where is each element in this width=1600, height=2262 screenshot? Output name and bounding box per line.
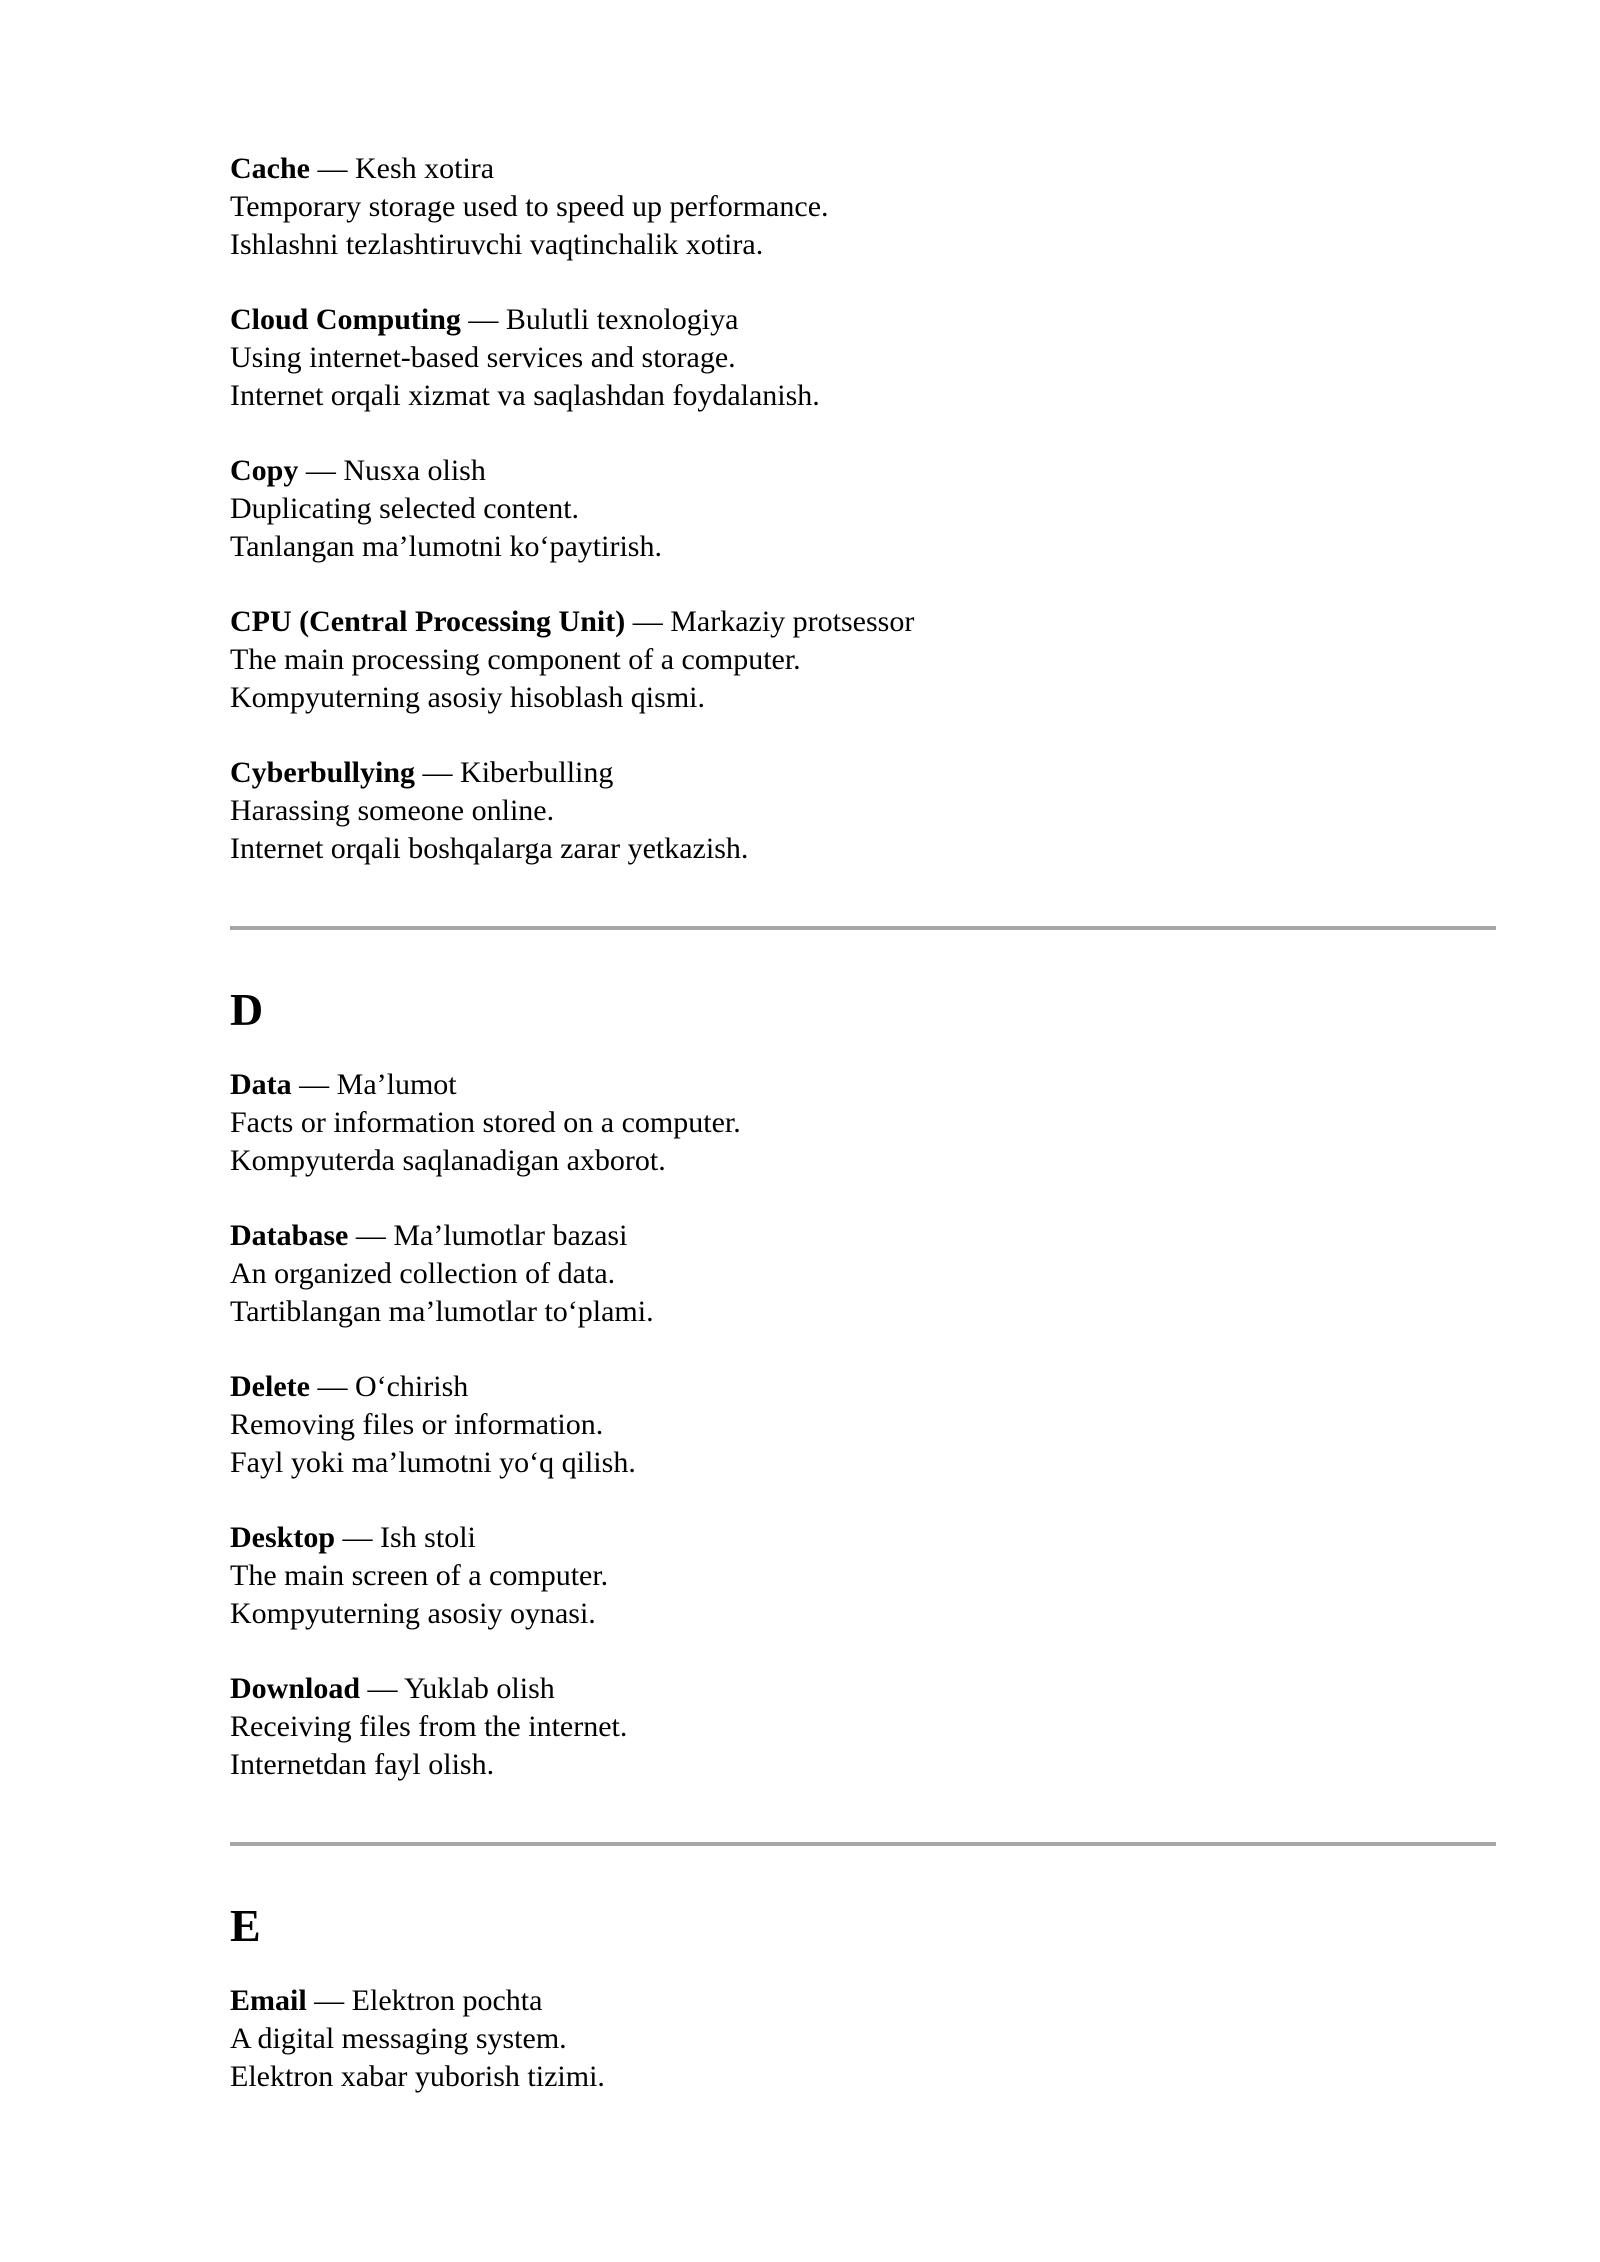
entry-english-definition: Receiving files from the internet. — [230, 1710, 628, 1743]
entry-english-definition: Temporary storage used to speed up performance. — [230, 190, 829, 223]
entry-heading — [230, 1982, 1496, 2020]
glossary-entry-cloud-computing — [230, 301, 1496, 415]
entry-term: Copy — [230, 454, 299, 487]
entry-translation: Yuklab olish — [403, 1672, 555, 1705]
glossary-entry-copy — [230, 452, 1496, 566]
entry-uzbek-definition: Tanlangan ma’lumotni ko‘paytirish. — [230, 530, 662, 563]
entry-translation: Markaziy protsessor — [670, 605, 915, 638]
entry-term: Download — [230, 1672, 361, 1705]
entry-translation: Kiberbulling — [460, 756, 614, 789]
entry-translation: Bulutli texnologiya — [505, 303, 739, 336]
dash: — — [314, 1984, 345, 2017]
section-c — [230, 150, 1496, 868]
entry-uzbek-definition: Internet orqali xizmat va saqlashdan foydalanish. — [230, 379, 820, 412]
entry-heading — [230, 754, 1496, 792]
section-letter-heading: E — [230, 1900, 261, 1951]
glossary-entry-email — [230, 1982, 1496, 2096]
entry-translation: Nusxa olish — [343, 454, 486, 487]
entry-term: Database — [230, 1219, 349, 1252]
entry-term: Desktop — [230, 1521, 336, 1554]
entry-english-definition: An organized collection of data. — [230, 1257, 616, 1290]
section-divider — [230, 926, 1496, 930]
entry-translation: Ma’lumot — [336, 1068, 457, 1101]
dash: — — [632, 605, 663, 638]
glossary-entry-cpu — [230, 603, 1496, 717]
entry-heading — [230, 301, 1496, 339]
entry-heading — [230, 603, 1496, 641]
section-divider — [230, 1842, 1496, 1846]
entry-translation: Elektron pochta — [351, 1984, 543, 2017]
dash: — — [355, 1219, 386, 1252]
section-e — [230, 1898, 1496, 2096]
dash: — — [317, 152, 348, 185]
entry-english-definition: Harassing someone online. — [230, 794, 555, 827]
entry-uzbek-definition: Kompyuterning asosiy oynasi. — [230, 1597, 596, 1630]
section-d — [230, 982, 1496, 1784]
entry-heading — [230, 1670, 1496, 1708]
entry-heading — [230, 1519, 1496, 1557]
dash: — — [342, 1521, 373, 1554]
entry-uzbek-definition: Elektron xabar yuborish tizimi. — [230, 2060, 605, 2093]
entry-term: Email — [230, 1984, 307, 2017]
entry-heading — [230, 452, 1496, 490]
entry-term: CPU (Central Processing Unit) — [230, 605, 626, 638]
entry-heading — [230, 1368, 1496, 1406]
glossary-entry-cyberbullying — [230, 754, 1496, 868]
entry-english-definition: The main processing component of a computer. — [230, 643, 801, 676]
entry-translation: Ish stoli — [380, 1521, 476, 1554]
entry-heading — [230, 150, 1496, 188]
entry-uzbek-definition: Kompyuterda saqlanadigan axborot. — [230, 1144, 666, 1177]
entry-term: Data — [230, 1068, 292, 1101]
entry-translation: Kesh xotira — [354, 152, 495, 185]
entry-term: Cloud Computing — [230, 303, 461, 336]
entry-english-definition: Facts or information stored on a computer. — [230, 1106, 741, 1139]
dash: — — [305, 454, 336, 487]
glossary-entry-download — [230, 1670, 1496, 1784]
entry-uzbek-definition: Internet orqali boshqalarga zarar yetkazish. — [230, 832, 749, 865]
dash: — — [468, 303, 499, 336]
entry-translation: Ma’lumotlar bazasi — [393, 1219, 628, 1252]
entry-english-definition: The main screen of a computer. — [230, 1559, 609, 1592]
entry-uzbek-definition: Fayl yoki ma’lumotni yo‘q qilish. — [230, 1446, 636, 1479]
entry-term: Delete — [230, 1370, 310, 1403]
section-letter-heading: D — [230, 984, 264, 1035]
glossary-entry-delete — [230, 1368, 1496, 1482]
entry-uzbek-definition: Internetdan fayl olish. — [230, 1748, 495, 1781]
dash: — — [367, 1672, 398, 1705]
glossary-entry-desktop — [230, 1519, 1496, 1633]
entry-term: Cache — [230, 152, 310, 185]
entry-heading — [230, 1066, 1496, 1104]
entry-uzbek-definition: Tartiblangan ma’lumotlar to‘plami. — [230, 1295, 654, 1328]
entry-translation: O‘chirish — [354, 1370, 469, 1403]
dash: — — [299, 1068, 330, 1101]
glossary-entry-cache — [230, 150, 1496, 264]
dash: — — [422, 756, 453, 789]
glossary-entry-database — [230, 1217, 1496, 1331]
glossary-page — [230, 150, 1496, 2133]
glossary-entry-data — [230, 1066, 1496, 1180]
entry-uzbek-definition: Ishlashni tezlashtiruvchi vaqtinchalik xotira. — [230, 228, 764, 261]
entry-english-definition: Using internet-based services and storage. — [230, 341, 736, 374]
entry-english-definition: A digital messaging system. — [230, 2022, 567, 2055]
entry-english-definition: Duplicating selected content. — [230, 492, 580, 525]
entry-heading — [230, 1217, 1496, 1255]
entry-uzbek-definition: Kompyuterning asosiy hisoblash qismi. — [230, 681, 705, 714]
dash: — — [317, 1370, 348, 1403]
entry-term: Cyberbullying — [230, 756, 416, 789]
entry-english-definition: Removing files or information. — [230, 1408, 604, 1441]
